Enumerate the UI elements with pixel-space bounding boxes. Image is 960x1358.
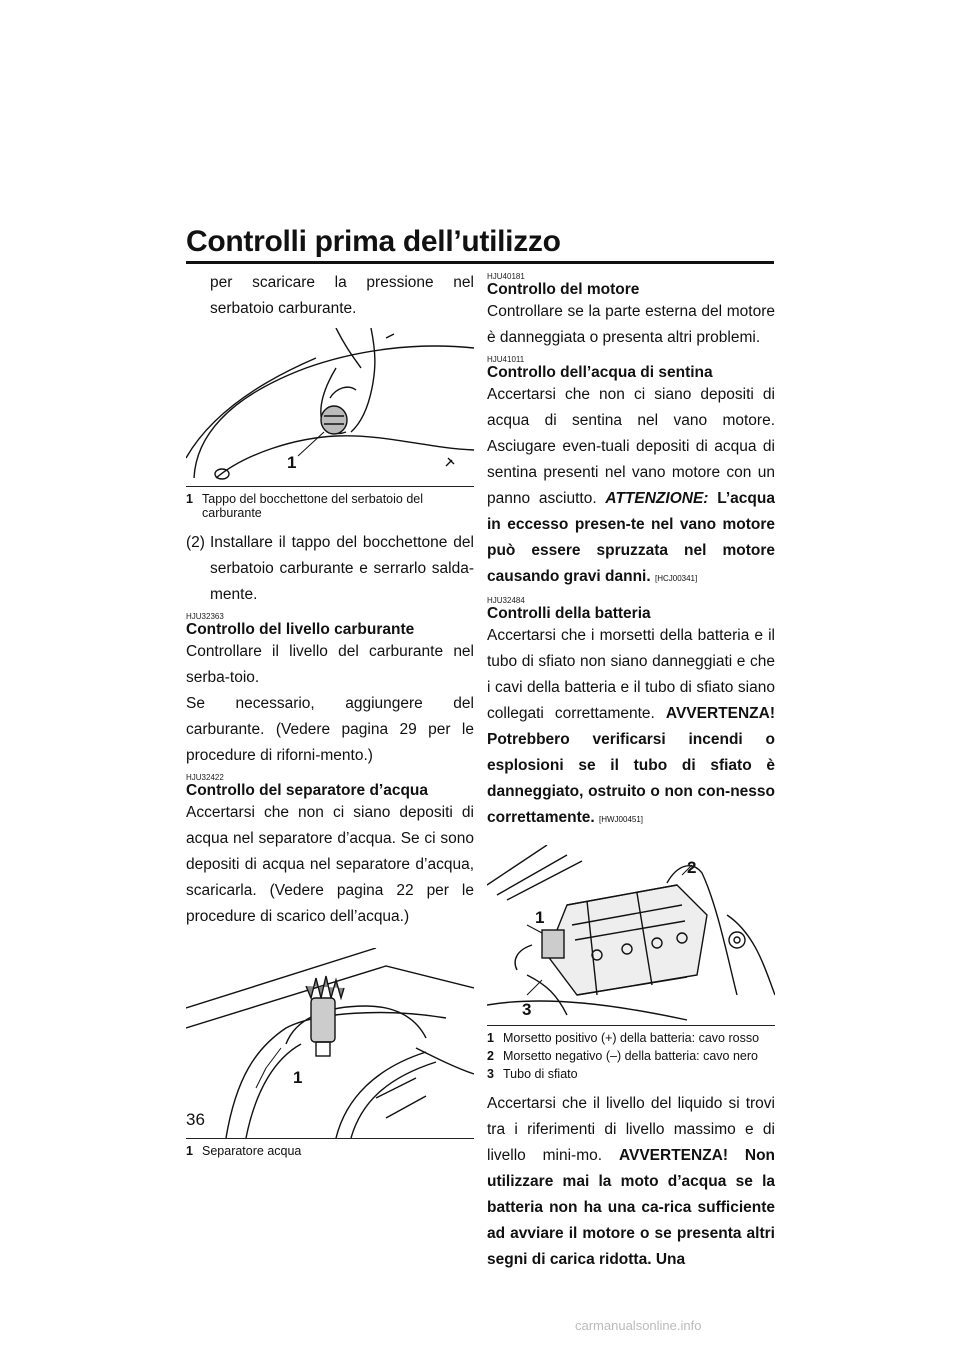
continuation-text: per scaricare la pressione nel serbatoio carburante. [210, 274, 474, 317]
attention-label: ATTENZIONE: [605, 490, 709, 507]
sec5-code: HJU32484 [487, 596, 525, 605]
sec1-p2: Se necessario, aggiungere del carburante. (Vedere pagina 29 per le procedure di riforni-mento.) [186, 695, 474, 764]
fig2-caption: 1 Separatore acqua [186, 1144, 302, 1158]
warning-text: AVVERTENZA! Potrebbero verificarsi incendi o esplosioni se il tubo di sfiato è danneggiato, ostruito o non con-nesso correttamente. [487, 705, 775, 826]
battery-level-text: Accertarsi che il livello del liquido si trovi tra i riferimenti di livello massimo e di livello mini-mo. AVVERTENZA! Non utilizzare mai la moto d’acqua se la batteria non ha una ca-rica sufficiente ad avviare il motore o se presenta altri segni di carica ridotta. Una [487, 1095, 776, 1268]
header-rule [186, 261, 774, 264]
fig3-caption-2: 2 Morsetto negativo (–) della batteria: cavo nero [487, 1049, 758, 1063]
right-column [487, 270, 775, 1273]
fig3-callout-2: 2 [687, 858, 697, 877]
sec2-p1: Accertarsi che non ci siano depositi di acqua nel separatore d’acqua. Se ci sono depositi di acqua nel separatore d’acqua, scaricarla. (Vedere pagina 22 per le procedure di scarico dell’acqua.) [186, 804, 474, 925]
sec5-title: Controlli della batteria [487, 605, 651, 622]
attention-text: L’acqua in eccesso presen-te nel vano motore può essere spruzzata nel motore causando gravi danni. [487, 490, 775, 585]
sec3-title: Controllo del motore [487, 281, 640, 298]
sec1-p1: Controllare il livello del carburante nel serba-toio. [186, 643, 474, 686]
fig1-callout: 1 [287, 453, 297, 472]
water-separator-illustration [186, 948, 474, 1138]
battery-illustration [487, 845, 775, 1025]
fig3-caption-3: 3 Tubo di sfiato [487, 1067, 578, 1081]
page-title: Controlli prima dell’utilizzo [186, 225, 561, 258]
sec2-title: Controllo del separatore d’acqua [186, 782, 429, 799]
battery-figure [487, 845, 775, 1026]
sec3-p1: Controllare se la parte esterna del motore è danneggiata o presenta altri problemi. [487, 303, 775, 346]
sec4-code: HJU41011 [487, 355, 525, 364]
fig3-callout-1: 1 [535, 908, 545, 927]
sec4-p1: Accertarsi che non ci siano depositi di acqua di sentina nel vano motore. Asciugare even-tuali depositi di acqua di sentina presenti nel vano motore con un panno asciutto. ATTENZIONE: L’acqua in eccesso presen-te nel vano motore può essere spruzzata nel motore causando gravi danni. [HCJ00341] [487, 386, 775, 585]
fuel-cap-figure [186, 328, 474, 487]
page-number: 36 [186, 1110, 205, 1129]
battery-warning: AVVERTENZA! Non utilizzare mai la moto d’acqua se la batteria non ha una ca-rica sufficiente ad avviare il motore o se presenta altri segni di carica ridotta. Una [487, 1147, 776, 1268]
page-header [186, 226, 774, 264]
fig3-callout-3: 3 [522, 1000, 532, 1019]
fig1-caption: 1 Tappo del bocchettone del serbatoio del carburante [186, 492, 423, 520]
fig2-callout: 1 [293, 1068, 303, 1087]
sec5-p1: Accertarsi che i morsetti della batteria e il tubo di sfiato non siano danneggiati e che i cavi della batteria e il tubo di sfiato siano collegati correttamente. AVVERTENZA! Potrebbero verificarsi incendi o esplosioni se il tubo di sfiato è danneggiato, ostruito o non con-nesso correttamente. [HWJ00451] [487, 627, 775, 826]
sec4-title: Controllo dell’acqua di sentina [487, 364, 713, 381]
step-2: (2) Installare il tappo del bocchettone del serbatoio carburante e serrarlo salda-mente. [186, 534, 474, 603]
attention-ref: [HCJ00341] [654, 574, 698, 583]
sec1-code: HJU32363 [186, 612, 224, 621]
fig3-caption-1: 1 Morsetto positivo (+) della batteria: cavo rosso [487, 1031, 760, 1045]
left-column [186, 270, 474, 1158]
sec1-title: Controllo del livello carburante [186, 621, 415, 638]
watermark: carmanualsonline.info [575, 1318, 702, 1333]
fuel-cap-illustration [186, 328, 474, 486]
warning-ref: [HWJ00451] [599, 815, 644, 824]
sec3-code: HJU40181 [487, 272, 525, 281]
water-separator-figure [186, 948, 474, 1139]
sec2-code: HJU32422 [186, 773, 224, 782]
